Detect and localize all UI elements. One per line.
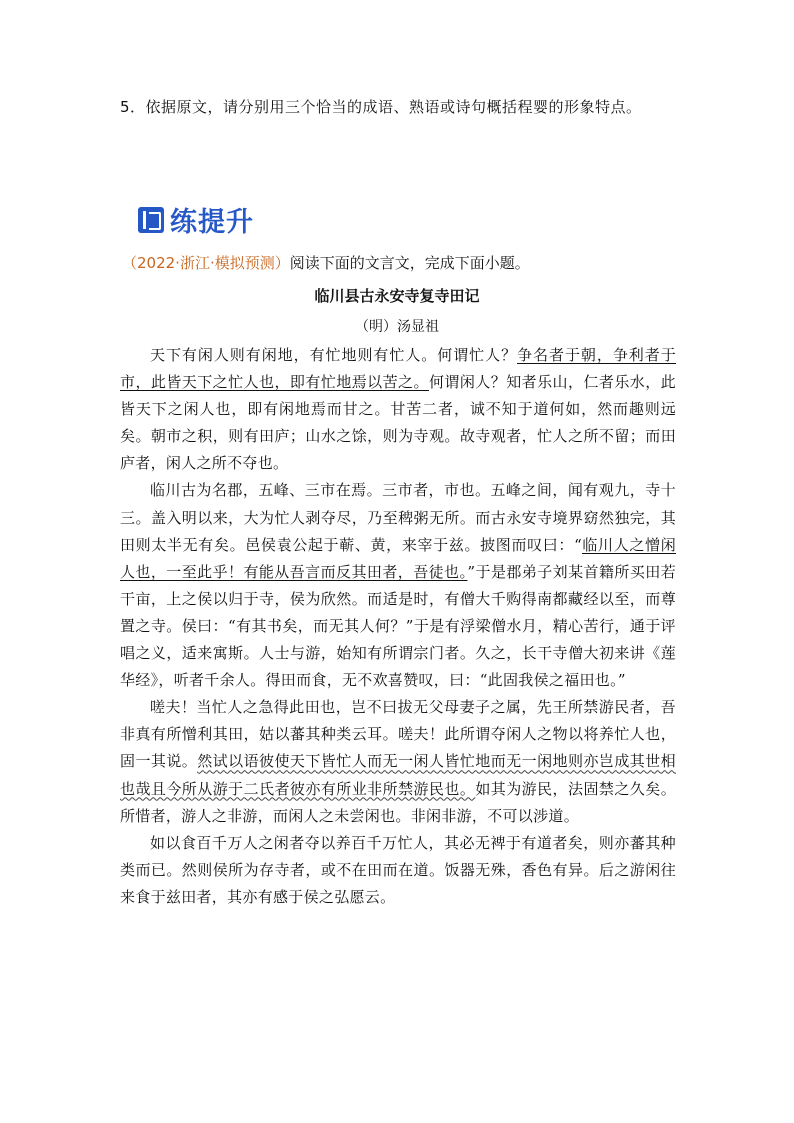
source-tag: （2022·浙江·模拟预测） <box>122 254 290 272</box>
paragraph-2 <box>120 477 676 694</box>
book-icon <box>138 207 164 233</box>
p1-text-a: 天下有闲人则有闲地，有忙地则有忙人。何谓忙人？ <box>150 346 518 364</box>
p1-text-c: 何谓闲人？知者乐山，仁者乐水，此皆天下之闲人也，即有闲地焉而甘之。甘苦二者，诚不知于道何如，然而趣则远矣。朝市之积，则有田庐；山水之馀，则为寺观。故寺观者，忙人之所不留；而田庐者，闲人之所不夺也。 <box>120 373 676 473</box>
p2-underlined: 临川人之憎闲人也，一至此乎！有能从吾言而反其田者，吾徒也。 <box>120 535 676 581</box>
p3-wavy-underlined: 然试以语彼使天下皆忙人而无一闲人皆忙地而无一闲地则亦岂成其世相也哉且今所从游于二氏者彼亦有所业非所禁游民也。 <box>120 752 676 798</box>
p3-text-c: 如其为游民，法固禁之久矣。所惜者，游人之非游，而闲人之未尝闲也。非闲非游，不可以涉道。 <box>120 779 676 825</box>
paragraph-3 <box>120 694 676 829</box>
section-header <box>138 200 254 239</box>
p2-text-c: ”于是郡弟子刘某首籍所买田若干亩，上之侯以归于寺，侯为欣然。而适是时，有僧大千购得南都藏经以至，而尊置之寺。侯曰：“有其书矣，而无其人何？”于是有浮梁僧水月，精心苦行，通于评唱之义，适来寓斯。人士与游，始知有所谓宗门者。久之，长干寺僧大初来讲《莲华经》，听者千余人。得田而食，无不欢喜赞叹，曰：“此固我侯之福田也。” <box>120 562 676 690</box>
essay-body <box>120 342 676 911</box>
intro-text: 阅读下面的文言文，完成下面小题。 <box>289 254 530 272</box>
p2-text-a: 临川古为名郡，五峰、三市在焉。三市者，市也。五峰之间，闻有观九，寺十三。盖入明以来，大为忙人剥夺尽，乃至稗粥无所。而古永安寺境界窈然独完，其田则太半无有矣。邑侯袁公起于蕲、黄，来宰于兹。披图而叹曰：“ <box>120 481 676 554</box>
question-5: 5．依据原文，请分别用三个恰当的成语、熟语或诗句概括程婴的形象特点。 <box>120 98 642 116</box>
paragraph-4: 如以食百千万人之闲者夺以养百千万忙人，其必无裨于有道者矣，则亦蕃其种类而已。然则侯所为存寺者，或不在田而在道。饭器无殊，香色有异。后之游闲往来食于兹田者，其亦有感于侯之弘愿云。 <box>120 833 676 906</box>
paragraph-1 <box>120 342 676 477</box>
essay-title: 临川县古永安寺复寺田记 <box>314 287 480 305</box>
p3-text-a: 嗟夫！当忙人之急得此田也，岂不曰拔无父母妻子之属，先王所禁游民者，吾非真有所憎利其田，姑以蕃其种类云耳。嗟夫！此所谓夺闲人之物以将养忙人也，固一其说。 <box>120 698 676 771</box>
section-title: 练提升 <box>170 207 254 238</box>
p1-underlined: 争名者于朝，争利者于市，此皆天下之忙人也，即有忙地焉以苦之。 <box>120 346 676 392</box>
essay-author: （明）汤显祖 <box>355 319 439 335</box>
intro-line <box>122 252 530 273</box>
